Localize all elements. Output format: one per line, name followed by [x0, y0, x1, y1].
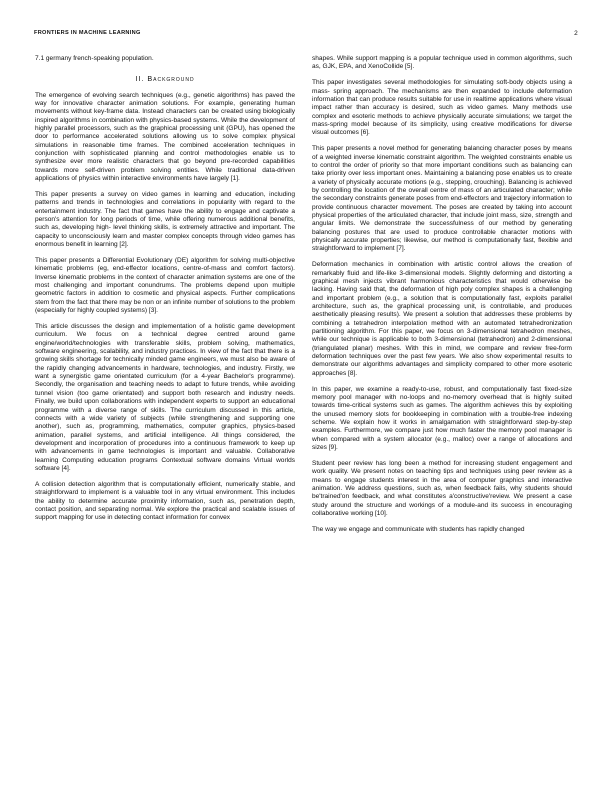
right-column	[312, 55, 572, 542]
page-number: 2	[574, 30, 578, 37]
paragraph: Deformation mechanics in combination with artistic control allows the creation of remarkably fluid and life-like 3-dimensional models. Slightly deforming and distorting a graphical mesh injects vibrant harmonious characteristics that would otherwise be lacking. Having said that, the deformation of high poly complex shapes is a challenging and important problem (e.g., a solution that is computationally fast, exploits parallel architecture, such as, the graphical processing unit, is controllable, and produces aesthetically pleasing results). We present a solution that addresses these problems by combining a tetrahedron interpolation method with an automated tetrahedronization partitioning algorithm. For this paper, we focus on 3-dimensional tetrahedron meshes, while our technique is applicable to both 3-dimensional (tetrahedron) and 2-dimensional (triangulated planar) meshes. With this in mind, we compare and review free-form deformation techniques over the past few years. We also show experimental results to demonstrate our algorithms advantages and simplicity compared to other more esoteric approaches [8].	[312, 261, 572, 377]
paragraph: Student peer review has long been a method for increasing student engagement and work quality. We present notes on teaching tips and techniques using peer review as a means to engage students interest in the area of computer graphics and interactive animation. We address questions, such as, when feedback fails, why students should be'trained'on feedback, and what constitutes a'constructive'review. We present a case study around the structure and workings of a module-and its success in encouraging collaborative working [10].	[312, 460, 572, 518]
paragraph: The way we engage and communicate with students has rapidly changed	[312, 526, 525, 534]
paragraph: shapes. While support mapping is a popular technique used in common algorithms, such as, GJK, EPA, and XenoCollide [5].	[312, 55, 572, 71]
paragraph: In this paper, we examine a ready-to-use, robust, and computationally fast fixed-size memory pool manager with no-loops and no-memory overhead that is highly suited towards time-critical systems such as games. The algorithm achieves this by exploiting the unused memory slots for bookkeeping in combination with a trouble-free indexing scheme. We explain how it works in amalgamation with straightforward step-by-step examples. Furthermore, we compare just how much faster the memory pool manager is when compared with a system allocator (e.g., malloc) over a range of allocations and sizes [9].	[312, 385, 572, 452]
paragraph: This article discusses the design and implementation of a holistic game development curriculum. We focus on a technical degree centred around game engine/world/technologies with transferable skills, problem solving, mathematics, software engineering, scalability, and industry practices. In view of the fact that there is a growing skills shortage for technically minded game engineers, we must also be aware of the rapidly changing advancements in hardware, technologies, and industry. Firstly, we want a synergistic game orientated curriculum (for a 4-year Bachelor's programme). Secondly, the organisation and teaching needs to adapt to future trends, while avoiding tunnel vision (too game orientated) and support both research and industry needs. Finally, we build upon collaborations with independent experts to support an educational programme with a diverse range of skills. The curriculum discussed in this article, connects with a wide variety of subjects (while strengthening and supporting one another), such as, programming, mathematics, computer graphics, physics-based animation, parallel systems, and artificial intelligence. All things considered, the development and incorporation of procedures into a continuous framework to keep up with advancements in game technologies is important and valuable. Collaborative learning Computing education programs Contextual software domains Virtual worlds software [4].	[35, 323, 295, 472]
left-column	[35, 55, 295, 530]
paragraph: This paper presents a Differential Evolutionary (DE) algorithm for solving multi-objective kinematic problems (eg, end-effector locations, centre-of-mass and comfort factors). Inverse kinematic problems in the context of character animation systems are one of the most challenging and important conundrums. The problems depend upon multiple geometric factors in addition to cosmetic and physical aspects. Further complications stem from the fact that there may be non or an infinite number of solutions to the problem (especially for highly coupled systems) [3].	[35, 257, 295, 315]
paragraph: This paper presents a novel method for generating balancing character poses by means of a weighted inverse kinematic constraint algorithm. The weighted constraints enable us to control the order of priority so that more important conditions such as balancing can take priority over less important ones. Maintaining a balancing pose enables us to create a variety of physically accurate motions (e.g., stepping, crouching). Balancing is achieved by controlling the location of the overall centre of mass of an articulated character; while the secondary constraints generate poses from end-effectors and trajectory information to provide continuous character movement. The poses are created by taking into account physical properties of the articulated character, that include joint mass, size, strength and angular limits. We demonstrate the successfulness of our method by generating balancing postures that are used to produce controllable character motions with physically accurate properties; likewise, our method is computationally fast, flexible and straightforward to implement [7].	[312, 145, 572, 253]
journal-name: FRONTIERS IN MACHINE LEARNING	[34, 30, 141, 36]
paragraph: A collision detection algorithm that is computationally efficient, numerically stable, and straightforward to implement is a valuable tool in any virtual environment. This includes the ability to determine accurate proximity information, such as, penetration depth, contact position, and separating normal. We explore the practical and scalable issues of support mapping for use in detecting contact information for convex	[35, 480, 295, 522]
page-header	[34, 30, 578, 40]
intro-line: 7.1 germany french-speaking population.	[35, 55, 154, 62]
paragraph: The emergence of evolving search techniques (e.g., genetic algorithms) has paved the way for innovative character animation solutions. For example, generating human movements without key-frame data. Instead characters can be created using biologically inspired algorithms in combination with physics-based systems. While the development of highly parallel processors, such as the graphical processing unit (GPU), has opened the door to performance accelerated solutions allowing us to solve complex physical simulations in reasonable time frames. The combined acceleration techniques in conjunction with sophisticated planning and control methodologies enable us to synthesize ever more realistic characters that go beyond pre-recorded capabilities towards more self-driven problem solving entities. While traditional data-driven applications of physics within interactive environments have largely [1].	[35, 91, 295, 183]
section-heading: II. Background	[135, 74, 195, 84]
paragraph: This paper investigates several methodologies for simulating soft-body objects using a mass- spring approach. The mechanisms are then expanded to include deformation information that can produce results suitable for use in realtime applications where visual impact rather than accuracy is desired, such as video games. Many methods use complex and esoteric methods to achieve physically accurate simulations; we target the mass-spring model because of its simplicity, using creative modifications for diverse visual outcomes [6].	[312, 79, 572, 137]
paragraph: This paper presents a survey on video games in learning and education, including patterns and trends in technologies and correlations in popularity with regard to the entertainment industry. The fact that games have the ability to engage and captivate a person's attention for long periods of time, while offering numerous additional benefits, such as, developing high- level thinking skills, is extremely attractive and important. The capacity to unconsciously learn and master complex concepts through video games has enormous benefit in learning [2].	[35, 191, 295, 249]
